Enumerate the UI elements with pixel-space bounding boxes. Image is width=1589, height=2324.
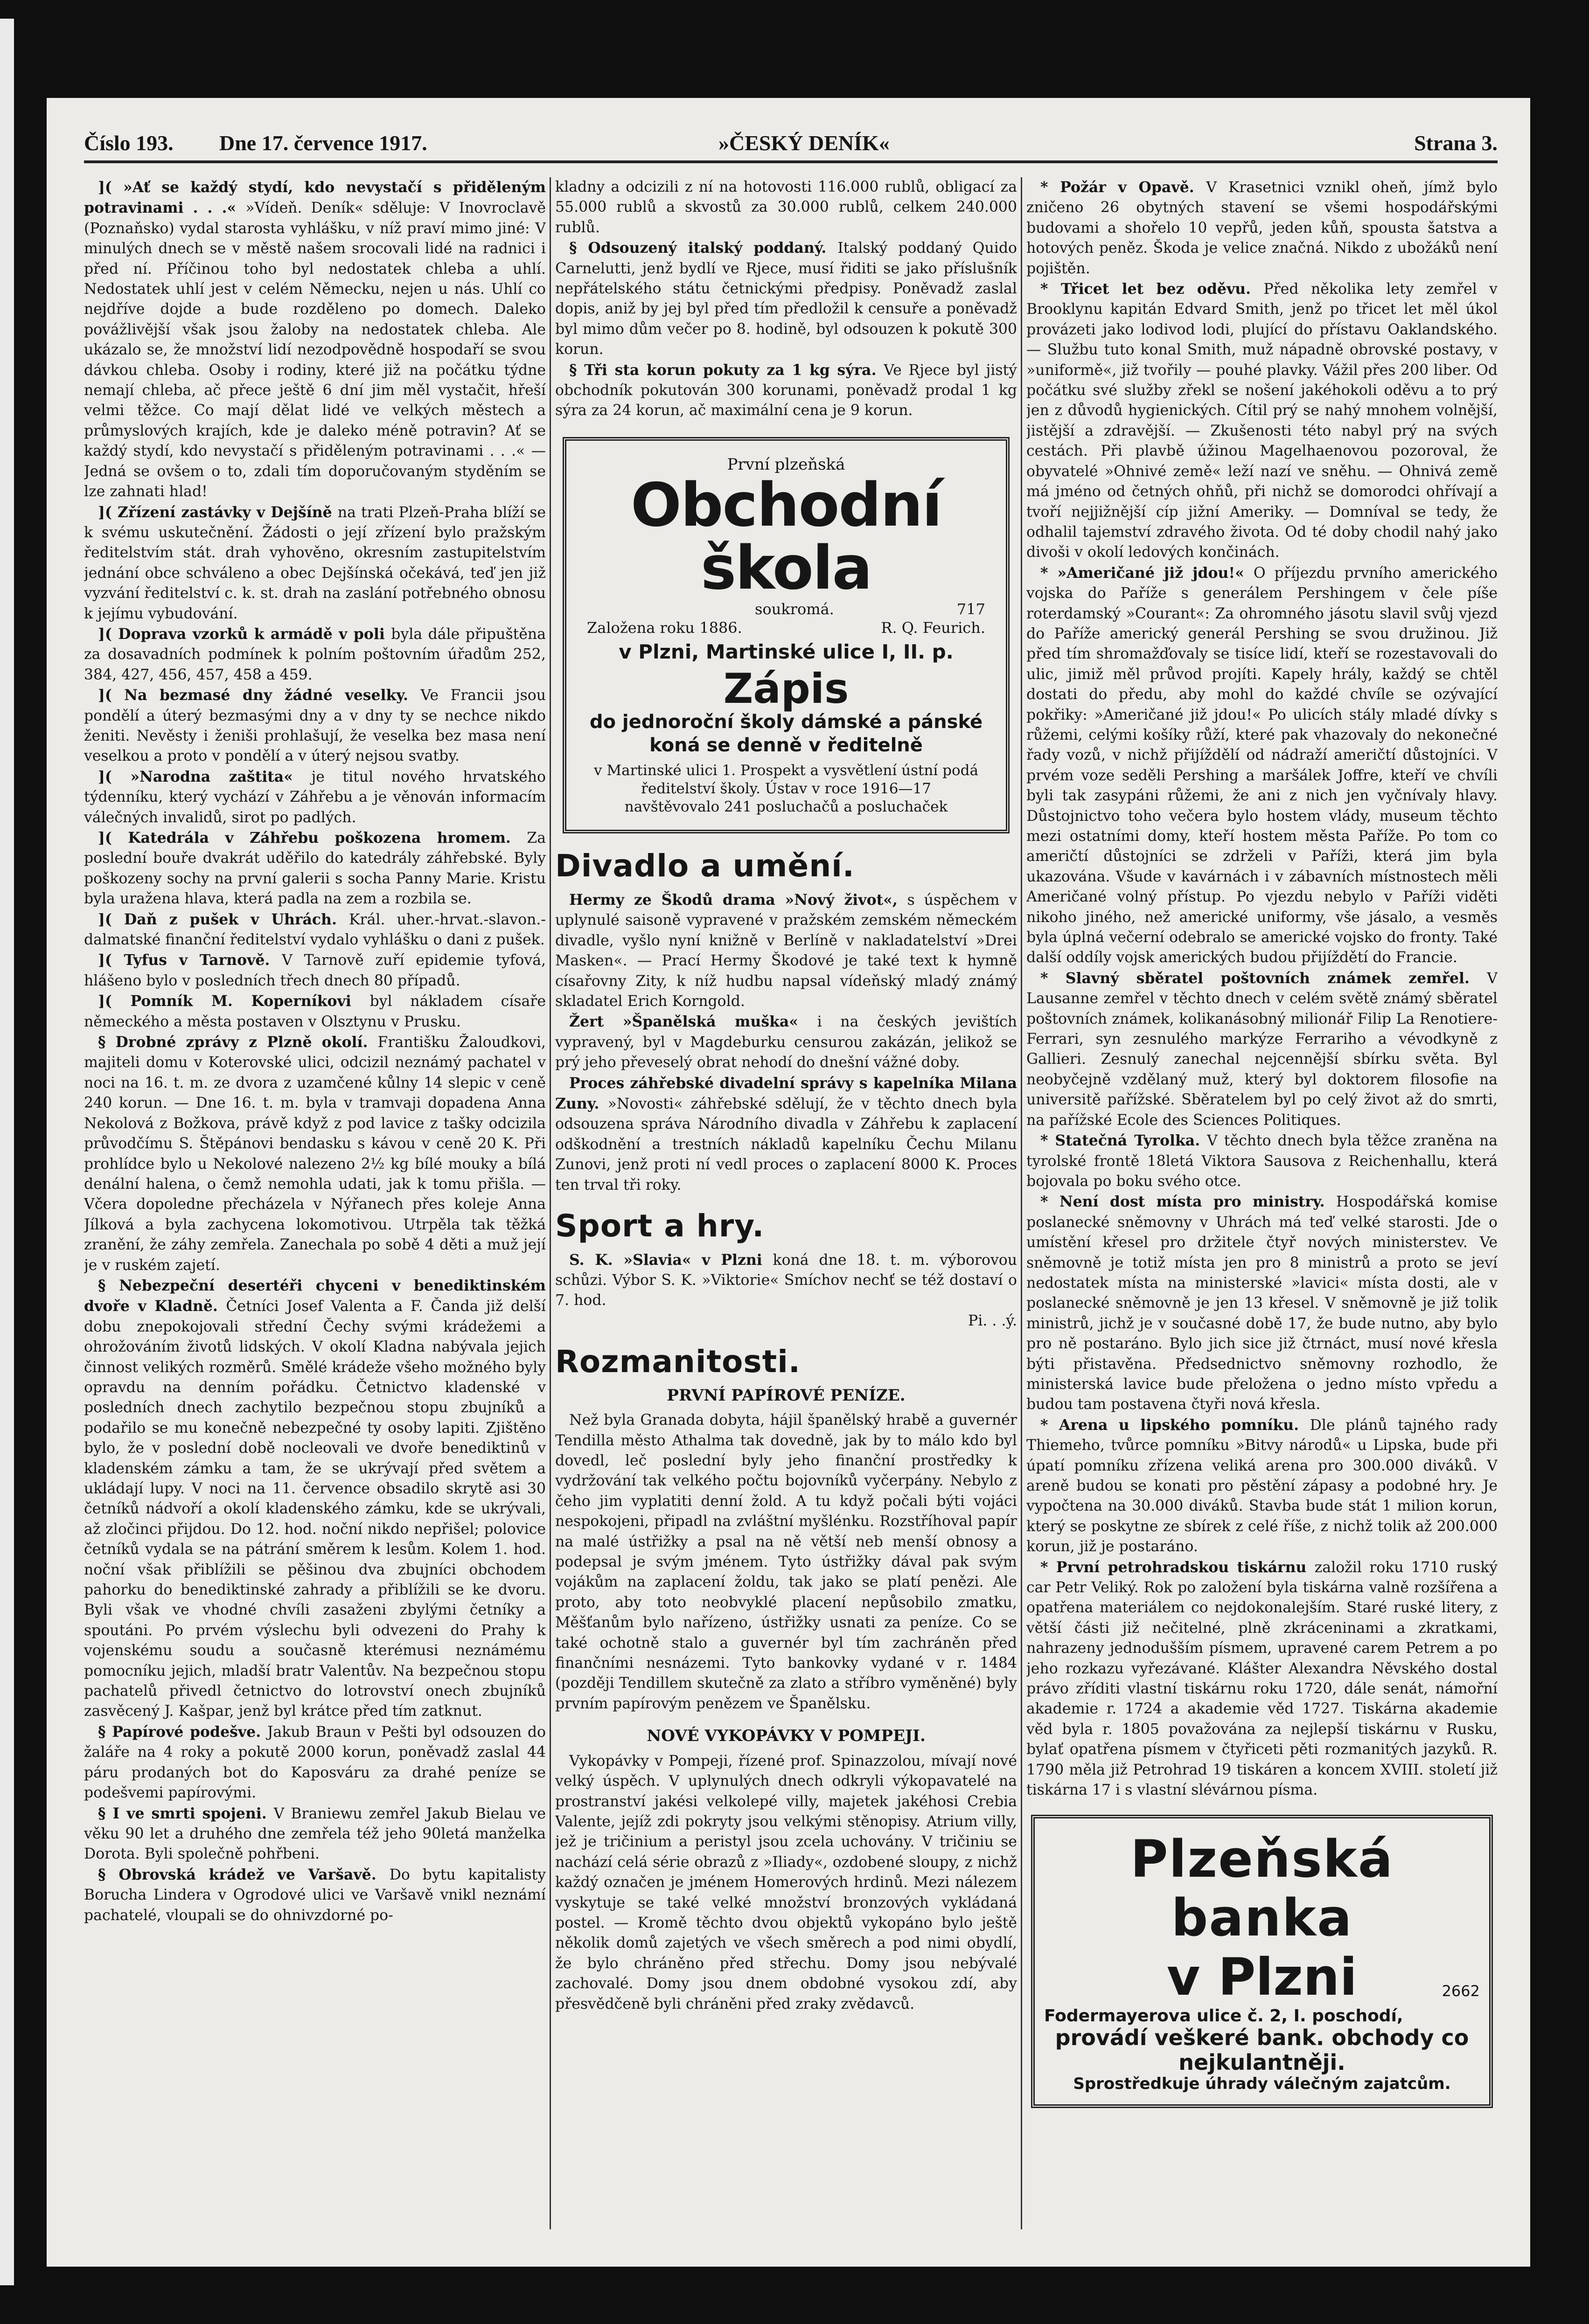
article-lead: S. K. »Slavia« v Plzni xyxy=(569,1251,773,1269)
article-lead: * Není dost místa pro ministry. xyxy=(1040,1193,1337,1211)
article xyxy=(555,1073,1017,1195)
ad-row xyxy=(578,618,995,637)
article-lead: ]( »Ať se každý stydí, kdo nevystačí s přiděleným potravinami . . .« xyxy=(84,179,546,217)
issue-number: Číslo 193. xyxy=(84,131,174,155)
column-1 xyxy=(84,177,546,2257)
article-lead: * Arena u lipského pomníku. xyxy=(1040,1416,1310,1434)
article-lead: ]( Tyfus v Tarnově. xyxy=(98,951,282,969)
advertisement-plzenska-banka xyxy=(1031,1815,1493,2109)
article-text: Františku Žaloudkovi, majiteli domu v Koterovské ulici, odcizil neznámý pachatel v noci na 16. t. m. ze dvora z uzamčené kůlny 14 slepic v ceně 240 korun. — Dne 16. t. m. byla v tramvaji dopadena Anna Nekolová z Božkova, právě když z pod lavice z tašky odcizila průvodčímu S. Štěpánovi bendasku s kávou v ceně 20 K. Při prohlídce bylo u Nekolové nalezeno 2½ kg bílé mouky a bílá denální halena, o čemž nemohla udati, jak k tomu přišla. — Včera dopoledne přecházela v Nýřanech přes koleje Anna Jílková a byla zachycena lokomotivou. Utrpěla tak těžká zranění, že záhy zemřela. Zanechala po sobě 4 děti a muž její je v ruském zajetí. xyxy=(84,1034,546,1274)
ad-address: Fodermayerova ulice č. 2, I. poschodí, xyxy=(1044,2006,1403,2026)
article-lead: ]( Daň z pušek v Uhrách. xyxy=(98,910,349,928)
article-text: Král. uher.-hrvat.-slavon.-dalmatské finanční ředitelství vydalo vyhlášku o dani z pušek. xyxy=(84,911,546,949)
article-text: Ve Francii jsou pondělí a úterý bezmasými dny a v dny ty se nechce nikdo ženiti. Nevěsty i ženiši prohlašují, že veselka bez masa není veselkou a proto v pondělí a v úterý nejsou svatby. xyxy=(84,687,546,765)
article-lead: ]( Zřízení zastávky v Dejšíně xyxy=(98,503,338,521)
article-text: V Lausanne zemřel v těchto dnech v celém světě známý sběratel poštovních známek, kolikanásobný milionář Filip La Renotiere-Ferrari, syn zesnulého markýze Ferrariho a vévodkyně z Gallieri. Zesnulý zanechal nejcennější sbírku světa. Byl neobyčejně vzdělaný muž, který byl doktorem filosofie na universitě pařížské. Sběratelem byl po celý život až do smrti, na pařížské Ecole des Sciences Politiques. xyxy=(1026,970,1498,1129)
article-text: s úspěchem v uplynulé saisoně vypravené v pražském zemském německém divadle, vyšlo nyní knižně v Berlíně v nakladatelství »Drei Masken«. — Prací Hermy Škodové je také text k hymně císařovny Zity, k níž hudbu napsal vídeňský mladý známý skladatel Erich Korngold. xyxy=(555,891,1017,1010)
article-text: Před několika lety zemřel v Brooklynu kapitán Edvard Smith, jenž po třicet let měl úkol provázeti jako lodivod lodi, plující do přístavu Oaklandského. — Službu tuto konal Smith, muž nápadně obrovské postavy, v »uniformě«, již tvořily — pouhé plavky. Vážil přes 200 liber. Od počátku své služby zřekl se nošení jakéhokoli oděvu a to prý jen z důvodů hygienických. Cítil prý se nahý mnohem volnější, jistější a zdravější. — Zkušenosti této nabyl prý na svých cestách. Při plavbě úžinou Magelhaenovou pozoroval, že obyvatelé »Ohnivé země« leží nazí ve sněhu. — Ohnivá země má jméno od četných ohňů, při nichž se domorodci ohřívají a tvoří nejjižnější cíp jižní Ameriky. — Domníval se tedy, že odhalil tajemství zdravého života. Od té doby chodil nahý jako divoši v okolí ledových končinách. xyxy=(1026,281,1498,561)
section-heading-divadlo: Divadlo a umění. xyxy=(555,848,855,884)
column-rule xyxy=(1021,177,1022,2229)
article-text: je titul nového hrvatského týdenníku, který vychází v Záhřebu a je věnován informacím válečných invalidů, sirot po padlých. xyxy=(84,768,546,826)
article-text: Hospodářská komise poslanecké sněmovny v Uhrách má teď velké starosti. Jde o umístění křesel pro držitele čtyř nových ministerstev. Ve sněmovně je totiž místa jen pro 8 ministrů a proto se jeví nedostatek místa na ministerské »lavici« místa dosti, ale v poslanecké sněmovně je jen 13 křesel. V sněmovně je již tolik ministrů, jichž je v současné době 17, že bude nutno, aby bylo pro ně postaráno. Bylo jich sice již čtrnáct, musí nové křesla býti přistavěna. Předsednictvo sněmovny rozhodlo, že ministerská lavice bude přeložena o jedno místo vpředu a budou tam postavena čtyři nová křesla. xyxy=(1026,1193,1498,1413)
article-text: Ve Rjece byl jistý obchodník pokutován 300 korunami, poněvadž prodal 1 kg sýra za 24 korun, ač maximální cena je 9 korun. xyxy=(555,361,1017,419)
article-text: O příjezdu prvního amerického vojska do Paříže s generálem Pershingem v čele píše roterdamský »Courant«: Za ohromného jásotu slavil svůj vjezd do Paříže americký generál Pershing se svou družinou. Již před tím shromažďovaly se tisíce lidí, kteří se rozestavovali do ulic, jimiž měl průvod projíti. Kapely hrály, každý se chtěl dostati do předu, aby mohl do každé chvíle se ozývající pokřiky: »Američané již jdou!« Po ulicích stály mladé dívky s růžemi, celými košíky růží, které pak vhazovaly do nekonečné řady vozů, v nichž přijíždělí od nádraží američtí důstojníci. V prvém voze seděli Pershing a maršálek Joffre, kteří ve chvíli byli tak zasypáni růžemi, že ani z nich jen vyčnívaly hlavy. Důstojnictvo toho večera bylo hostem vlády, museum těchto mezi ostatními domy, kteří hostem města Paříže. Po tom co američtí důstojníci se zdrželi v Paříži, která jim byla ukazována. Všude v kavárnách i v zábavních místnostech měli Američané volný přístup. Po vjezdu nebylo v Paříži viděti nikoho jiného, než americké uniformy, vše jásalo, a vesměs byla úplná večerní odebralo se americké vojsko do fronty. Také další oddíly vojsk amerických budou přijíždětí do Francie. xyxy=(1026,564,1498,966)
article-lead: * Třicet let bez oděvu. xyxy=(1040,280,1264,298)
ad-number: 2662 xyxy=(1442,1982,1480,2000)
column-2 xyxy=(555,177,1017,2257)
article-lead: Hermy ze Škodů drama »Nový život«, xyxy=(569,891,907,909)
article-text: byl nákladem císaře německého a města postaven v Olsztynu v Prusku. xyxy=(84,993,546,1030)
article-lead: Žert »Španělská muška« xyxy=(569,1013,817,1031)
ad-row xyxy=(578,600,995,618)
page-number: Strana 3. xyxy=(1414,131,1498,155)
newspaper-page xyxy=(47,98,1530,2267)
article xyxy=(84,1032,546,1276)
ad-title: Obchodní škola xyxy=(631,471,941,603)
article-text: Italský poddaný Quido Carnelutti, jenž bydlí ve Rjece, musí řiditi se jako příslušník nepřátelského státu četnickými předpisy. Poněvadž zaslal dopis, aniž by jej byl před tím předložil k censuře a poněvadž byl mimo dům večer po 8. hodině, byl odsouzen k pokutě 300 korun. xyxy=(555,240,1017,358)
article xyxy=(84,828,546,909)
article-text: V Tarnově zuří epidemie tyfová, hlášeno bylo v posledních třech dnech 80 případů. xyxy=(84,952,546,989)
article xyxy=(84,685,546,767)
article xyxy=(84,1804,546,1865)
article xyxy=(555,360,1017,421)
article xyxy=(1026,563,1498,968)
article xyxy=(1026,968,1498,1131)
ad-text: Založena roku 1886. xyxy=(587,619,742,637)
article-lead: ]( Pomník M. Koperníkovi xyxy=(98,992,370,1010)
adjacent-page-edge xyxy=(0,19,14,2285)
ad-line: První plzeňská xyxy=(727,455,845,474)
ad-text: R. Q. Feurich. xyxy=(881,619,985,637)
article-lead: § Papírové podešve. xyxy=(98,1723,267,1741)
article xyxy=(84,767,546,828)
ad-slogan: provádí veškeré bank. obchody co nejkulantněji. xyxy=(1055,2025,1469,2075)
article xyxy=(84,991,546,1032)
article-continuation: kladny a odcizili z ní na hotovosti 116.000 rublů, obligací za 55.000 rublů a skvostů za 30.000 rublů, celkem 240.000 rublů. xyxy=(555,179,1017,236)
article xyxy=(84,1276,546,1722)
article xyxy=(1026,1192,1498,1415)
ad-service: Sprostředkuje úhrady válečným zajatcům. xyxy=(1073,2074,1451,2094)
paper-title: »ČESKÝ DENÍK« xyxy=(718,131,890,155)
article xyxy=(1026,1131,1498,1192)
ad-zapis: Zápis xyxy=(723,664,849,713)
article-text: »Novosti« záhřebské sdělují, že v těchto dnech byla odsouzena správa Národního divadla v Záhřebu k zaplacení odškodnění a trestních nákladů kapelníku Čechu Milanu Zunovi, jenž proti ní vedl proces o zaplacení 8000 K. Proces ten trval tři roky. xyxy=(555,1095,1017,1193)
article xyxy=(1026,1557,1498,1801)
article xyxy=(84,502,546,624)
article-text: Vykopávky v Pompeji, řízené prof. Spinazzolou, mívají nové velký úspěch. V uplynulých dnech odkryli výkopavatelé na prostranství jakési velkolepé villy, majetek jakéhosi Crebia Valente, jejíž zdi pokryty jsou velkými stěnopisy. Atrium villy, jež je tričinium a peristyl jsou zcela uchovány. V tričiniu se nachází celá série obrazů z »Iliady«, ozdobené sloupy, z nichž každý označen je jménem Homerových hrdinů. Mezi nálezem vyskytuje se také velké množství bronzových vykládaná postel. — Kromě těchto dvou objektů vykopáno bylo ještě několik domů zajetých ve všech směrech a pod nimi obydlí, že bylo chráněno před střechu. Domy jsou nebývalé zachovalé. Domy jsou dnem obdobné vysokou zdí, aby přesvědčeně byli chráněni před zraky zvědavců. xyxy=(555,1752,1017,2012)
article-lead: * Slavný sběratel poštovních známek zemřel. xyxy=(1040,969,1487,987)
article-text: Dle plánů tajného rady Thiemeho, tvůrce pomníku »Bitvy národů« u Lipska, bude při úpatí pomníku zřízena veliká arena pro 300.000 diváků. V areně budou se konati pro pěstění zápasy a podobné hry. Je vypočtena na 30.000 diváků. Stavba bude stát 1 milion korun, který se poskytne ze sbírek z celé říše, z nichž tolik až 200.000 korun, již je postaráno. xyxy=(1026,1416,1498,1555)
ad-title: v Plzni xyxy=(1166,1947,1358,2007)
issue-date: Dne 17. července 1917. xyxy=(219,131,427,155)
article xyxy=(555,238,1017,360)
article-text: Jakub Braun v Pešti byl odsouzen do žaláře na 4 roky a pokutě 2000 korun, poněvadž zaslal 44 páru prodaných bot do Kaposváru za drahé peníze se podešvemi papírovými. xyxy=(84,1723,546,1802)
article-lead: ]( Katedrála v Záhřebu poškozena hromem. xyxy=(98,829,527,846)
ad-zapis-sub: do jednoroční školy dámské a pánské koná se denně v ředitelně xyxy=(589,711,983,756)
masthead xyxy=(84,128,1498,163)
article-text: koná dne 18. t. m. výborovou schůzi. Výbor S. K. »Viktorie« Smíchov nechť se též dostaví o 7. hod. xyxy=(555,1251,1017,1309)
article-lead: § Tři sta korun pokuty za 1 kg sýra. xyxy=(569,361,884,379)
article-lead: § Odsouzený italský poddaný. xyxy=(569,239,838,257)
signature: Pi. . .ý. xyxy=(968,1312,1017,1329)
ad-info: navštěvovalo 241 posluchačů a posluchaček xyxy=(624,798,948,815)
article-lead: ]( Na bezmasé dny žádné veselky. xyxy=(98,687,421,704)
article-text: Za poslední bouře dvakrát uděřilo do katedrály záhřebské. Byly poškozeny sochy na první galerii s socha Panny Marie. Kristu byla uražena hlava, která padla na zem a rozbila se. xyxy=(84,830,546,908)
article-text: byla dále připuštěna za dosavadních podmínek k polním poštovním úřadům 252, 384, 427, 456, 457, 458 a 459. xyxy=(84,625,546,683)
section-heading-rozmanitosti: Rozmanitosti. xyxy=(555,1344,801,1380)
article-lead: § Drobné zprávy z Plzně okolí. xyxy=(98,1034,378,1051)
ad-info: v Martinské ulici 1. Prospekt a vysvětlení ústní podá ředitelství školy. Ústav v roce 1916—17 xyxy=(593,762,978,797)
article-text: V Braniewu zemřel Jakub Bielau ve věku 90 let a druhého dne zemřela též jeho 90letá manželka Dorota. Byli společně pohřbeni. xyxy=(84,1805,546,1863)
article-text: »Vídeň. Deník« sděluje: V Inovroclavě (Poznaňsko) vydal starosta vyhlášku, v níž praví mimo jiné: V minulých dnech se v městě našem srocovali lidé na radnici i před ní. Příčinou toho byl nedostatek chleba a uhlí. Nedostatek uhlí jest v celém Německu, nejen u nás. Uhlí co nejdříve dojde a bude rozděleno po domech. Daleko povážlivější však jsou žaloby na nedostatek chleba. Ale ukázalo se, že množství lidí nezodpovědně hospodaří se svou dávkou chleba. Osoby i rodiny, které již na počátku týdne nemají chleba, ač přece ještě 6 dní jim měl vystačit, hřeší velmi těžce. Co mají dělat lidé ve velkých městech a průmyslových krajích, kde je daleko méně potravin? Ať se každý stydí, kdo nevystačí s přiděleným potravinami . . .« — Jedná se ovšem o to, zdali tím doporučovaným styděním se lze zahnati hlad! xyxy=(84,200,546,500)
article-lead: * »Američané již jdou!« xyxy=(1040,564,1254,582)
article xyxy=(1026,1415,1498,1557)
article-lead: § Obrovská krádež ve Varšavě. xyxy=(98,1866,390,1883)
article-lead: * Statečná Tyrolka. xyxy=(1040,1132,1207,1150)
article xyxy=(84,950,546,991)
ad-number: 717 xyxy=(956,600,985,618)
article-text: V těchto dnech byla těžce zraněna na tyrolské frontě 18letá Viktora Sausova z Reichenhallu, která bojovala po boku svého otce. xyxy=(1026,1132,1498,1190)
article xyxy=(84,177,546,502)
article-lead: § I ve smrti spojeni. xyxy=(98,1804,274,1822)
article xyxy=(84,624,546,685)
ad-text: soukromá. xyxy=(755,600,834,618)
article xyxy=(84,1722,546,1804)
article xyxy=(84,909,546,950)
article xyxy=(555,1012,1017,1073)
article-lead: * První petrohradskou tiskárnu xyxy=(1040,1558,1315,1576)
column-rule xyxy=(550,177,551,2229)
column-3 xyxy=(1026,177,1498,2257)
article-text: V Krasetnici vznikl oheň, jímž bylo zničeno 26 obytných stavení se všemi hospodářskými budovami a shořelo 10 vepřů, jeden kůň, spousta šatstva a hotových peněz. Škoda je velice značná. Nikdo z ubožáků není pojištěn. xyxy=(1026,179,1498,277)
section-heading-sport: Sport a hry. xyxy=(555,1207,765,1244)
ad-row xyxy=(1044,1948,1480,2007)
article-lead: ]( »Narodna zaštita« xyxy=(98,768,312,785)
ad-address: v Plzni, Martinské ulice I, II. p. xyxy=(619,640,954,664)
article xyxy=(555,1250,1017,1311)
article-lead: Proces záhřebské divadelní správy s kapelníka Milana Zuny. xyxy=(555,1074,1017,1112)
article-lead: ]( Doprava vzorků k armádě v poli xyxy=(98,625,391,643)
article xyxy=(84,1865,546,1926)
article-text: založil roku 1710 ruský car Petr Veliký. Rok po založení byla tiskárna valně rozšířena a opatřena materiálem co nejdokonalejším. Staré ruské litery, z větší části již nečitelné, plně zkráceninami a zkratkami, nahrazeny jednodušším písmem, upravené carem Petrem a po jeho rozkazu vyřezávané. Klášter Alexandra Něvského dostal právo zříditi vlastní tiskárnu roku 1720, dále senát, námořní akademie r. 1724 a akademie věd 1727. Tiskárna akademie věd byla r. 1805 považována za nejlepší tiskárnu v Rusku, bylať opatřena písmem v čtyřiceti pěti rozmanitých jazyků. R. 1790 měla již Petrohrad 19 tiskáren a koncem XVIII. století již tiskárna 17 i s vlastní slévárnou písma. xyxy=(1026,1559,1498,1799)
subheading: NOVÉ VYKOPÁVKY V POMPEJI. xyxy=(647,1727,926,1746)
article-text: i na českých jevištích vypravený, byl v Magdeburku censurou zakázán, jelikož se prý jeho převeselý obrat nehodí do dnešní vážné doby. xyxy=(555,1013,1017,1071)
subheading: PRVNÍ PAPÍROVÉ PENÍZE. xyxy=(667,1386,906,1405)
article-lead: § Nebezpeční desertéři chyceni v benediktinském dvoře v Kladně. xyxy=(84,1276,546,1315)
article-text: Do bytu kapitalisty Borucha Lindera v Ogrodové ulici ve Varšavě vnikl neznámí pachatelé, vloupali se do ohnivzdorné po- xyxy=(84,1866,546,1924)
article-text: na trati Plzeň-Praha blíží se k svému uskutečnění. Žádosti o její zřízení bylo pražským ředitelstvím stát. drah vyhověno, okresním zastupitelstvím jednání obce schváleno a obec Dejšínská očekává, teď jen již vyzvání ředitelství c. k. st. drah na zaslání potřebného obnosu k jejímu vybudování. xyxy=(84,504,546,622)
article xyxy=(555,890,1017,1012)
article xyxy=(1026,177,1498,279)
advertisement-obchodni-skola xyxy=(563,437,1010,833)
ad-title: Plzeňská banka xyxy=(1130,1829,1394,1948)
article-text: Než byla Granada dobyta, hájil španělský hrabě a guvernér Tendilla město Athalma tak dovedně, jak by to málo kdo byl dovedl, leč poslední byly jeho finanční prostředky k vydržování tak velkého počtu bojovníků vyčerpány. Nebylo z čeho jim vyplatiti denní žold. A tu když počali býti vojáci nespokojeni, připadl na zvláštní myšlénku. Rozstříhoval papír na malé ústřižky a psal na ně větší neb menší obnosy a podepsal je svým jménem. Tyto ústřižky dával pak svým vojákům na zaplacení žoldu, tak jako se platí penězi. Ale proto, aby toto neobvyklé placení nepůsobilo zmatku, Měšťanům bylo nařízeno, ústřižky usnati za peníze. Co se také ochotně stalo a guvernér byl tím zachráněn před finančními nesnázemi. Tyto bankovky vydané v r. 1484 (později Tendillem skutečně za zlato a stříbro vyměněné) byly prvním papírovým penězem ve Španělsku. xyxy=(555,1412,1017,1712)
article xyxy=(1026,279,1498,563)
article-text: Četníci Josef Valenta a F. Čanda již delší dobu znepokojovali střední Čechy svými krádežemi a ohrožováním životů lidských. V okolí Kladna nabývala jejich činnost velikých rozměrů. Smělé krádeže všeho možného byly opravdu na denním pořádku. Četnictvo kladenské v posledních dnech zachytilo bezpečnou stopu zbujníků a podařilo se mu konečně nebezpečné ty osoby lapiti. Zjištěno bylo, že v poslední době nocleovali ve dvoře benediktinů v kladenském zámku a tam, že se ukrývají před světem a ukládají lupy. V noci na 11. července obsadilo skrytě asi 30 četníků nádvoří a okolí kladenského zámku, kde se ukrývali, až zločinci přijdou. Do 12. hod. noční nikdo nepřišel; polovice četníků vydala se na pátrání směrem k lesům. Kolem 1. hod. noční však přiblížili se pěšinou dva zbujníci obchodem pahorku do benediktinské zahrady a přiblížili se ke dvoru. Byli však ve vhodné chvíli zasaženi zbylými četníky a spoutáni. Po prvém výslechu byli odvezeni do Prahy k vojenskému soudu a současně kterémusi neznámému pomocníku jejich, mladší bratr Valentův. Na bezpečnou stopu pachatelů přivedl četnictvo do lotrovství onech zbujníků zasvěcený J. Kašpar, jenž byl krátce před tím zatknut. xyxy=(84,1298,546,1720)
article-lead: * Požár v Opavě. xyxy=(1040,179,1206,196)
